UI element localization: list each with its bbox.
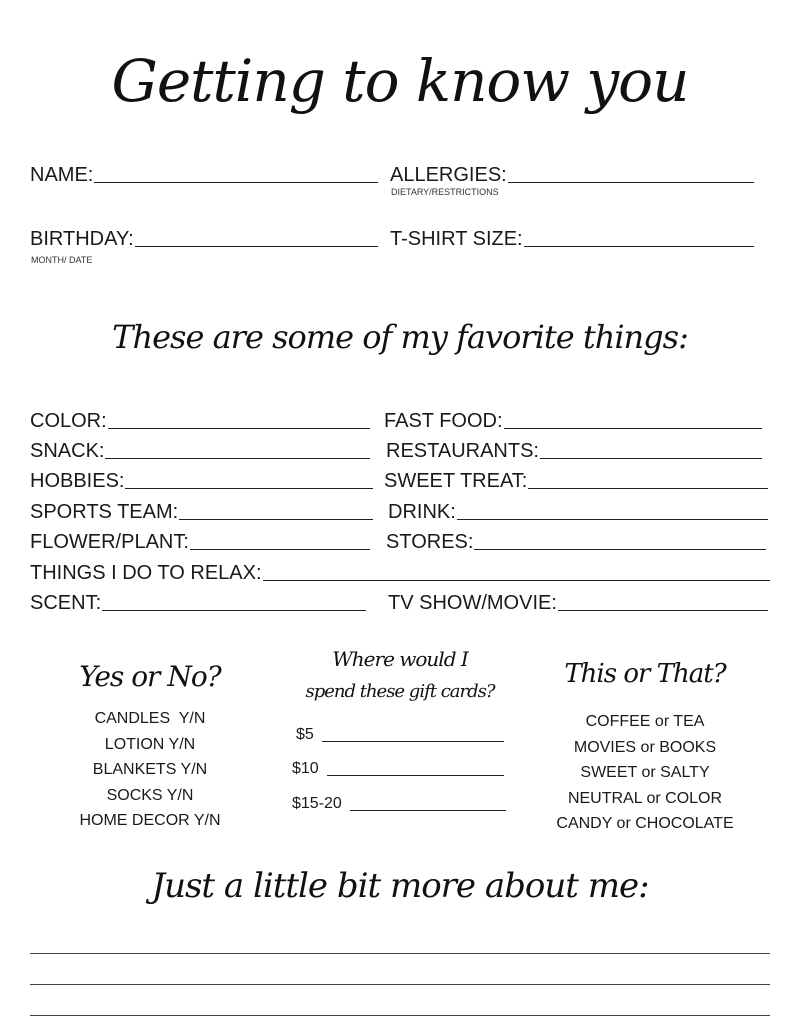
this-or-that-heading: This or That? — [564, 659, 726, 689]
yes-no-item: HOME DECOR Y/N — [79, 812, 221, 829]
favorite-field[interactable] — [30, 501, 373, 523]
favorite-label: SWEET TREAT: — [384, 470, 528, 492]
tv-field[interactable] — [388, 592, 768, 614]
this-or-that-item: MOVIES or BOOKS — [573, 738, 717, 756]
birthday-sublabel: MONTH/ DATE — [31, 255, 93, 265]
name-label: NAME: — [30, 164, 94, 186]
birthday-field[interactable] — [30, 228, 378, 250]
favorite-field[interactable] — [384, 470, 768, 492]
yes-no-item: CANDLES Y/N — [94, 710, 206, 727]
yes-no-item: SOCKS Y/N — [106, 786, 194, 804]
scent-field[interactable] — [30, 592, 366, 614]
about-line[interactable] — [30, 984, 770, 985]
scent-line[interactable] — [102, 610, 366, 611]
favorite-line[interactable] — [179, 519, 373, 520]
favorite-label: HOBBIES: — [30, 470, 125, 492]
favorite-field[interactable] — [384, 410, 762, 432]
tshirt-line[interactable] — [524, 246, 754, 247]
favorite-line[interactable] — [108, 428, 370, 429]
gift-card-amount: $10 — [292, 760, 319, 777]
favorite-field[interactable] — [30, 410, 370, 432]
tv-line[interactable] — [558, 610, 768, 611]
relax-line[interactable] — [263, 580, 770, 581]
favorite-field[interactable] — [386, 440, 762, 462]
allergies-line[interactable] — [508, 182, 754, 183]
favorite-line[interactable] — [190, 549, 370, 550]
tshirt-field[interactable] — [390, 228, 754, 250]
gift-card-line[interactable] — [350, 810, 506, 811]
this-or-that-item: COFFEE or TEA — [585, 713, 705, 730]
favorite-field[interactable] — [30, 470, 373, 492]
favorite-line[interactable] — [457, 519, 768, 520]
favorite-field[interactable] — [30, 531, 370, 553]
favorite-line[interactable] — [528, 488, 768, 489]
favorite-label: STORES: — [386, 531, 474, 553]
relax-label: THINGS I DO TO RELAX: — [30, 562, 262, 584]
this-or-that-item: SWEET or SALTY — [580, 764, 710, 781]
yes-no-heading: Yes or No? — [79, 660, 221, 693]
birthday-line[interactable] — [135, 246, 378, 247]
favorite-field[interactable] — [388, 501, 768, 523]
gift-card-line[interactable] — [322, 741, 504, 742]
allergies-sublabel: DIETARY/RESTRICTIONS — [391, 187, 499, 197]
allergies-label: ALLERGIES: — [390, 164, 507, 186]
name-field[interactable] — [30, 164, 378, 186]
yes-no-item: BLANKETS Y/N — [92, 761, 208, 778]
gift-card-field[interactable] — [292, 795, 506, 813]
favorites-heading: These are some of my favorite things: — [112, 318, 688, 356]
favorite-label: RESTAURANTS: — [386, 440, 539, 462]
favorite-field[interactable] — [386, 531, 766, 553]
this-or-that-list — [535, 709, 755, 837]
allergies-field[interactable] — [390, 164, 754, 186]
favorite-label: COLOR: — [30, 410, 107, 432]
gift-card-field[interactable] — [296, 726, 504, 744]
gift-card-amount: $5 — [296, 726, 314, 743]
favorite-label: SNACK: — [30, 440, 105, 462]
gift-card-line[interactable] — [327, 775, 504, 776]
favorite-label: DRINK: — [388, 501, 456, 523]
gift-cards-heading-1: Where would I — [332, 647, 468, 671]
favorite-line[interactable] — [474, 549, 766, 550]
gift-card-field[interactable] — [292, 760, 504, 778]
favorite-label: FAST FOOD: — [384, 410, 503, 432]
this-or-that-item: CANDY or CHOCOLATE — [556, 815, 734, 832]
this-or-that-item: NEUTRAL or COLOR — [567, 789, 723, 807]
favorite-line[interactable] — [105, 458, 370, 459]
page-title: Getting to know you — [111, 47, 689, 115]
tshirt-label: T-SHIRT SIZE: — [390, 228, 523, 250]
about-line[interactable] — [30, 1015, 770, 1016]
yes-no-list — [50, 706, 250, 834]
birthday-label: BIRTHDAY: — [30, 228, 134, 250]
favorite-label: SPORTS TEAM: — [30, 501, 179, 523]
scent-label: SCENT: — [30, 592, 102, 614]
favorite-field[interactable] — [30, 440, 370, 462]
relax-field[interactable] — [30, 562, 770, 584]
about-heading: Just a little bit more about me: — [151, 866, 649, 906]
favorite-label: FLOWER/PLANT: — [30, 531, 189, 553]
favorite-line[interactable] — [540, 458, 762, 459]
favorite-line[interactable] — [504, 428, 762, 429]
name-line[interactable] — [94, 182, 378, 183]
favorite-line[interactable] — [125, 488, 373, 489]
gift-cards-heading-2: spend these gift cards? — [305, 681, 495, 702]
yes-no-item: LOTION Y/N — [104, 735, 196, 753]
about-line[interactable] — [30, 953, 770, 954]
tv-label: TV SHOW/MOVIE: — [388, 592, 557, 614]
gift-card-amount: $15-20 — [292, 795, 342, 812]
